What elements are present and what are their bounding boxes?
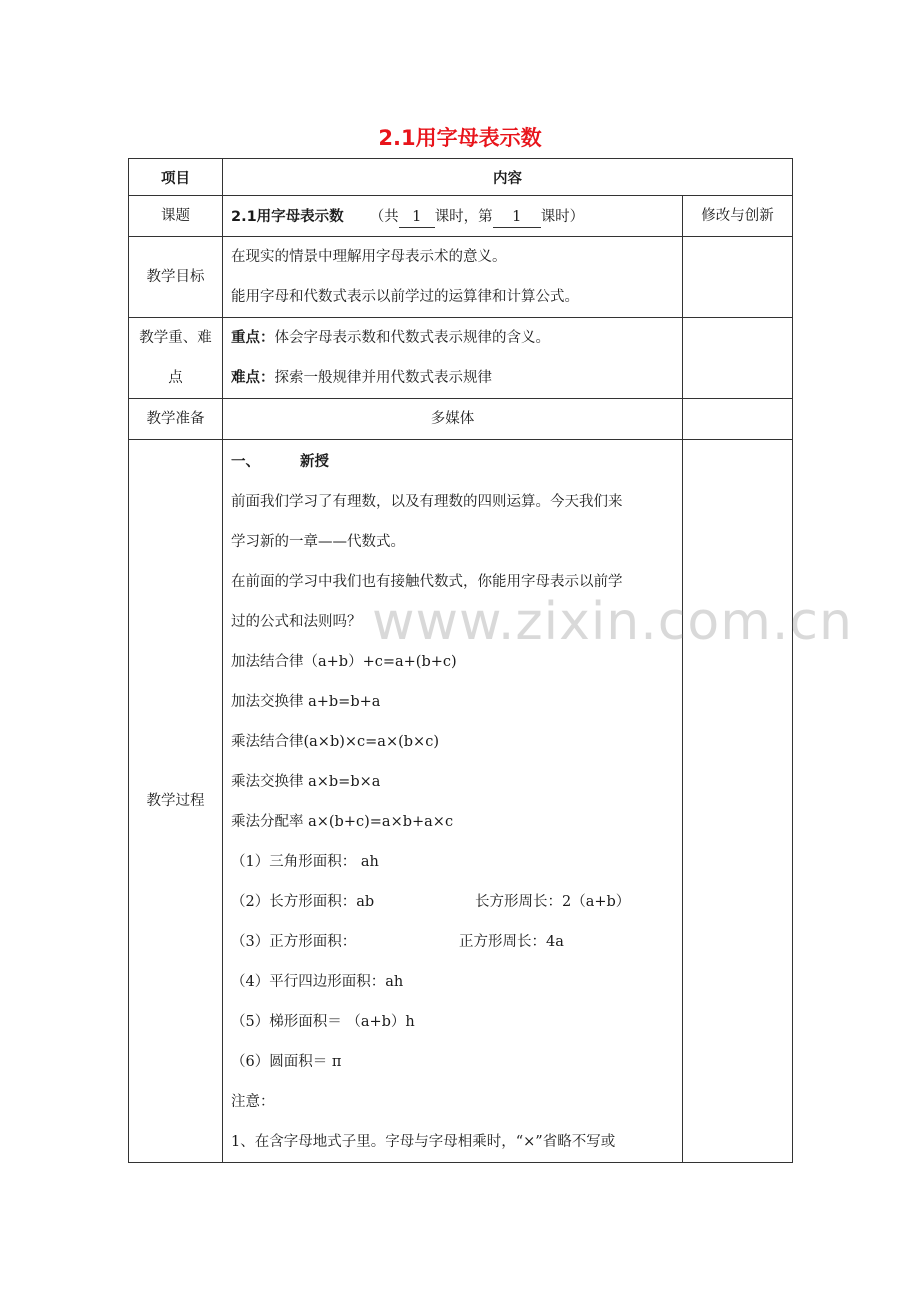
prep-row (129, 399, 793, 440)
goals-cell (223, 237, 683, 318)
count-current: 1 (493, 207, 541, 228)
watermark: www.zixin.com.cn (372, 592, 853, 652)
section-title: 新授 (300, 454, 329, 470)
keypoints-label (129, 318, 223, 399)
header-content: 内容 (223, 159, 793, 196)
process-line: 过的公式和法则吗？ (231, 614, 362, 630)
process-pair-line (231, 882, 674, 922)
key-point-line (231, 318, 674, 358)
keypoints-label-line1: 教学重、难 (139, 330, 212, 346)
keypoints-label-line2: 点 (168, 370, 183, 386)
difficult-point-line (231, 358, 674, 398)
key-label: 重点： (231, 330, 275, 346)
keypoints-row (129, 318, 793, 399)
process-pair-line (231, 922, 674, 962)
difficult-label: 难点： (231, 370, 275, 386)
keypoints-note (683, 318, 793, 399)
keypoints-cell (223, 318, 683, 399)
process-line: 1、在含字母地式子里。字母与字母相乘时，“×”省略不写或 (231, 1134, 616, 1150)
goals-label: 教学目标 (129, 237, 223, 318)
process-row (129, 440, 793, 1163)
goals-row (129, 237, 793, 318)
process-cell (223, 440, 683, 1163)
count-total: 1 (399, 207, 435, 228)
process-line: 学习新的一章——代数式。 (231, 534, 405, 550)
note-header: 修改与创新 (683, 196, 793, 237)
prep-note (683, 399, 793, 440)
table-header-row (129, 159, 793, 196)
topic-cell (223, 196, 683, 237)
prep-content: 多媒体 (223, 399, 683, 440)
process-line: 注意： (231, 1094, 275, 1110)
process-note (683, 440, 793, 1163)
lesson-plan-table (128, 158, 793, 1163)
key-text: 体会字母表示数和代数式表示规律的含义。 (274, 330, 550, 346)
process-line: （1）三角形面积： ah (231, 854, 379, 870)
pair-right: 长方形周长：2（a+b） (475, 894, 631, 910)
pair-left: （2）长方形面积：ab (231, 894, 375, 910)
count-pre: （共 (369, 208, 399, 225)
process-line: 乘法结合律(a×b)×c=a×(b×c) (231, 734, 439, 750)
process-line: 乘法分配率 a×(b+c)=a×b+a×c (231, 814, 454, 830)
process-line: （6）圆面积＝ π (231, 1054, 342, 1070)
topic-name: 2.1用字母表示数 (231, 208, 344, 225)
difficult-text: 探索一般规律并用代数式表示规律 (274, 370, 492, 386)
count-post: 课时） (540, 208, 585, 225)
pair-right: 正方形周长：4a (459, 934, 564, 950)
process-line: 乘法交换律 a×b=b×a (231, 774, 381, 790)
goals-note (683, 237, 793, 318)
count-mid: 课时，第 (434, 208, 493, 225)
pair-left: （3）正方形面积： (231, 934, 357, 950)
process-line: 前面我们学习了有理数，以及有理数的四则运算。今天我们来 (231, 494, 623, 510)
process-line: 在前面的学习中我们也有接触代数式，你能用字母表示以前学 (231, 574, 623, 590)
topic-label: 课题 (129, 196, 223, 237)
prep-label: 教学准备 (129, 399, 223, 440)
process-label: 教学过程 (129, 440, 223, 1163)
goal-line: 在现实的情景中理解用字母表示术的意义。 (231, 249, 507, 265)
topic-row (129, 196, 793, 237)
process-line: （5）梯形面积＝ （a+b）h (231, 1014, 415, 1030)
document-title: 2.1用字母表示数 (378, 126, 542, 150)
goal-line: 能用字母和代数式表示以前学过的运算律和计算公式。 (231, 289, 579, 305)
process-line: 加法结合律（a+b）+c=a+(b+c) (231, 654, 457, 670)
header-item: 项目 (129, 159, 223, 196)
section-num: 一、 (231, 454, 260, 470)
process-line: 加法交换律 a+b=b+a (231, 694, 381, 710)
section-heading (231, 442, 674, 482)
process-line: （4）平行四边形面积：ah (231, 974, 404, 990)
